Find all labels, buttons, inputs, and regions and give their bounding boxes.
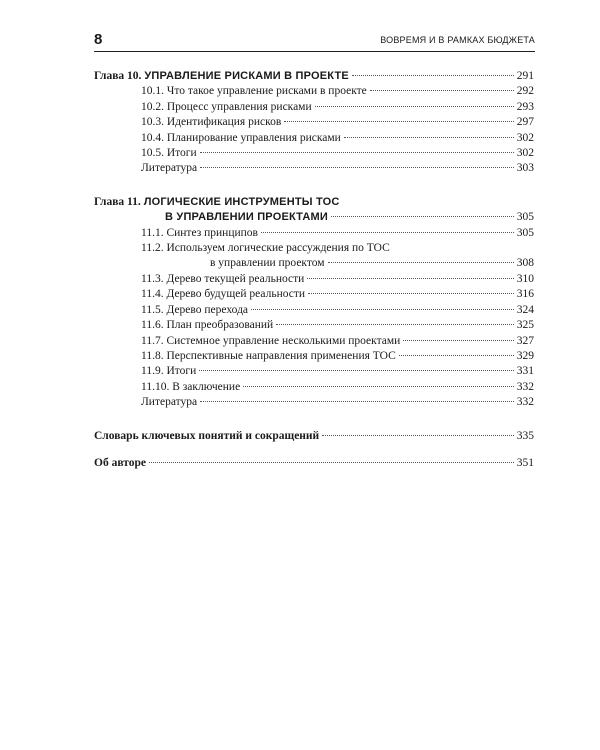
- section-title: Планирование управления рисками: [166, 131, 341, 144]
- dot-leader: [199, 370, 513, 371]
- toc-item[interactable]: [94, 318, 534, 333]
- section-number: 10.2.: [141, 100, 164, 113]
- dot-leader: [403, 340, 513, 341]
- page-ref: 291: [516, 70, 534, 82]
- toc-chapter-10[interactable]: [94, 69, 534, 84]
- section-title: Итоги: [166, 365, 197, 378]
- section-title: Синтез принципов: [166, 226, 258, 239]
- dot-leader: [251, 309, 514, 310]
- dot-leader: [328, 262, 514, 263]
- literature-title: Литература: [141, 162, 198, 175]
- page-ref: 308: [516, 257, 534, 270]
- toc-item[interactable]: [94, 84, 534, 99]
- toc-item[interactable]: [94, 115, 534, 130]
- section-number: 11.6.: [141, 319, 164, 332]
- toc-item[interactable]: [94, 287, 534, 302]
- section-number: 10.5.: [141, 147, 164, 160]
- dot-leader: [322, 435, 514, 436]
- section-number: 11.5.: [141, 303, 164, 316]
- dot-leader: [243, 386, 514, 387]
- page-ref: 297: [516, 116, 534, 129]
- page-ref: 327: [516, 334, 534, 347]
- dot-leader: [370, 90, 514, 91]
- toc-item[interactable]: [94, 241, 534, 256]
- dot-leader: [200, 401, 514, 402]
- page-ref: 302: [516, 147, 534, 160]
- toc-item[interactable]: [94, 380, 534, 395]
- header-rule: [94, 51, 535, 52]
- toc-literature[interactable]: [94, 395, 534, 410]
- toc-item[interactable]: [94, 303, 534, 318]
- chapter-label: Глава 10.: [94, 70, 142, 82]
- toc-item-cont[interactable]: [94, 256, 534, 271]
- chapter-title: УПРАВЛЕНИЕ РИСКАМИ В ПРОЕКТЕ: [144, 70, 349, 82]
- page-ref: 302: [516, 131, 534, 144]
- page-ref: 325: [516, 319, 534, 332]
- dot-leader: [261, 232, 514, 233]
- page-ref: 303: [516, 162, 534, 175]
- section-number: 10.4.: [141, 131, 164, 144]
- page-ref: 351: [516, 456, 534, 469]
- dot-leader: [307, 278, 513, 279]
- dot-leader: [276, 324, 514, 325]
- section-number: 11.8.: [141, 349, 164, 362]
- page-ref: 332: [516, 396, 534, 409]
- section-title: Перспективные направления применения ТОС: [166, 349, 396, 362]
- toc-item[interactable]: [94, 334, 534, 349]
- page-ref: 324: [516, 303, 534, 316]
- dot-leader: [315, 106, 514, 107]
- toc-item[interactable]: [94, 131, 534, 146]
- table-of-contents: [94, 69, 534, 471]
- page-ref: 316: [516, 288, 534, 301]
- toc-item[interactable]: [94, 349, 534, 364]
- section-number: 11.1.: [141, 226, 164, 239]
- dot-leader: [331, 216, 514, 217]
- dot-leader: [344, 137, 514, 138]
- dot-leader: [308, 293, 514, 294]
- toc-chapter-11-cont[interactable]: [94, 210, 534, 225]
- section-title: Итоги: [166, 147, 197, 160]
- page-ref: 305: [516, 211, 534, 224]
- section-number: 11.4.: [141, 288, 164, 301]
- toc-item[interactable]: [94, 146, 534, 161]
- running-head: ВОВРЕМЯ И В РАМКАХ БЮДЖЕТА: [380, 35, 535, 45]
- glossary-title: Словарь ключевых понятий и сокращений: [94, 429, 320, 442]
- section-number: 11.3.: [141, 272, 164, 285]
- page-ref: 331: [516, 365, 534, 378]
- section-title: Системное управление несколькими проектами: [166, 334, 401, 347]
- toc-item[interactable]: [94, 272, 534, 287]
- section-number: 11.7.: [141, 334, 164, 347]
- section-title-line2: в управлении проектом: [210, 257, 325, 270]
- dot-leader: [149, 462, 514, 463]
- page-ref: 332: [516, 380, 534, 393]
- toc-item[interactable]: [94, 100, 534, 115]
- page-header: [94, 31, 535, 49]
- page-ref: 335: [516, 429, 534, 442]
- section-title: Дерево перехода: [166, 303, 249, 316]
- toc-about[interactable]: [94, 456, 534, 471]
- chapter-title-line2: В УПРАВЛЕНИИ ПРОЕКТАМИ: [165, 211, 329, 224]
- section-title: Что такое управление рисками в проекте: [166, 85, 367, 98]
- chapter-title-line1: ЛОГИЧЕСКИЕ ИНСТРУМЕНТЫ ТОС: [143, 195, 340, 208]
- page-number: 8: [94, 31, 103, 48]
- toc-literature[interactable]: [94, 161, 534, 176]
- dot-leader: [352, 75, 514, 76]
- dot-leader: [200, 152, 514, 153]
- page-ref: 293: [516, 100, 534, 113]
- section-number: 11.2.: [141, 242, 164, 255]
- dot-leader: [399, 355, 514, 356]
- section-title-line1: Используем логические рассуждения по ТОС: [166, 242, 390, 255]
- page-ref: 292: [516, 85, 534, 98]
- section-title: Дерево текущей реальности: [166, 272, 305, 285]
- page-ref: 305: [516, 226, 534, 239]
- section-number: 10.3.: [141, 116, 164, 129]
- section-title: План преобразований: [166, 319, 274, 332]
- section-number: 11.10.: [141, 380, 170, 393]
- section-title: Дерево будущей реальности: [166, 288, 306, 301]
- toc-glossary[interactable]: [94, 429, 534, 444]
- section-title: В заключение: [172, 380, 241, 393]
- dot-leader: [284, 121, 513, 122]
- about-title: Об авторе: [94, 456, 146, 469]
- section-number: 11.9.: [141, 365, 164, 378]
- toc-chapter-11[interactable]: [94, 195, 534, 210]
- toc-item[interactable]: [94, 364, 534, 379]
- chapter-label: Глава 11.: [94, 195, 141, 208]
- page-ref: 329: [516, 349, 534, 362]
- dot-leader: [200, 167, 514, 168]
- literature-title: Литература: [141, 396, 198, 409]
- section-title: Идентификация рисков: [166, 116, 282, 129]
- toc-item[interactable]: [94, 226, 534, 241]
- section-number: 10.1.: [141, 85, 164, 98]
- section-title: Процесс управления рисками: [166, 100, 312, 113]
- page-ref: 310: [516, 272, 534, 285]
